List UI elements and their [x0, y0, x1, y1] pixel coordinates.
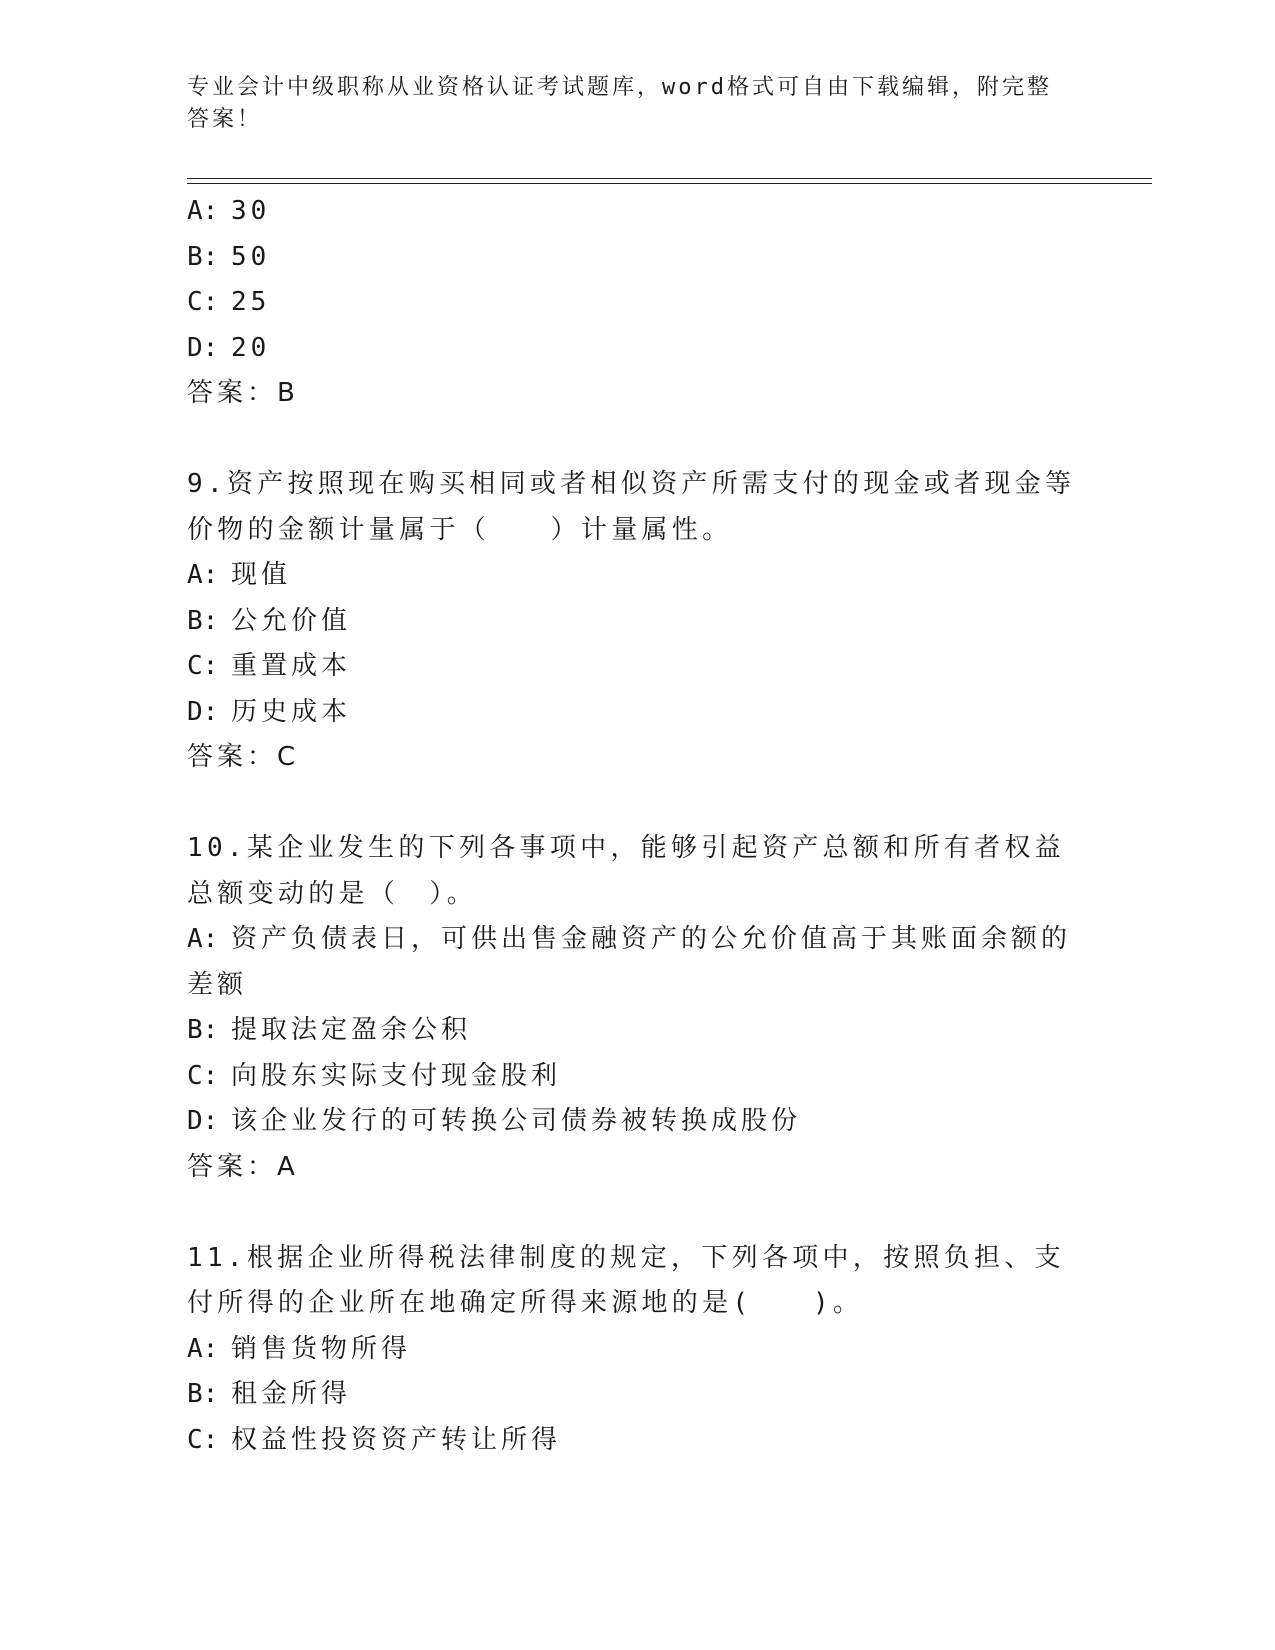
- question-9: [187, 462, 1087, 781]
- answer-value: B: [277, 378, 297, 408]
- option-text: 资产负债表日，可供出售金融资产的公允价值高于其账面余额的差额: [187, 924, 1072, 1000]
- question-list: [187, 189, 1087, 1463]
- answer-label: 答案：: [187, 742, 278, 772]
- option-d: [187, 690, 1087, 736]
- option-letter: A:: [187, 1333, 219, 1364]
- option-text: 权益性投资资产转让所得: [231, 1424, 562, 1455]
- option-text: 25: [231, 287, 271, 317]
- option-text: 历史成本: [231, 696, 352, 727]
- option-a: [187, 917, 1087, 1008]
- option-text: 销售货物所得: [231, 1333, 412, 1364]
- question-text: 9.资产按照现在购买相同或者相似资产所需支付的现金或者现金等价物的金额计量属于（ ）计量属性。: [187, 469, 1076, 545]
- question-11: [187, 1236, 1087, 1464]
- header-rule-bottom: [187, 183, 1152, 184]
- option-b: [187, 599, 1087, 645]
- option-text: 公允价值: [231, 605, 352, 636]
- option-letter: D:: [187, 1106, 219, 1136]
- option-text: 该企业发行的可转换公司债券被转换成股份: [231, 1106, 802, 1136]
- option-text: 提取法定盈余公积: [231, 1015, 472, 1045]
- option-letter: D:: [187, 332, 219, 363]
- question-text: 11.根据企业所得税法律制度的规定，下列各项中，按照负担、支付所得的企业所在地确定所得来源地的是( )。: [187, 1242, 1065, 1318]
- spacer: [187, 781, 1087, 827]
- answer-line: [187, 371, 1087, 417]
- option-letter: A:: [187, 560, 219, 590]
- page-header: 专业会计中级职称从业资格认证考试题库，word格式可自由下载编辑，附完整答案！: [187, 75, 1052, 132]
- option-b: [187, 1008, 1087, 1054]
- option-d: [187, 326, 1087, 372]
- option-letter: C:: [187, 651, 219, 681]
- option-letter: B:: [187, 241, 219, 272]
- option-letter: A:: [187, 196, 219, 226]
- option-text: 20: [231, 332, 271, 363]
- option-letter: C:: [187, 287, 219, 317]
- option-text: 租金所得: [231, 1379, 352, 1409]
- option-letter: B:: [187, 1015, 219, 1045]
- option-letter: C:: [187, 1060, 219, 1091]
- option-text: 30: [231, 196, 271, 226]
- option-text: 现值: [231, 560, 292, 590]
- option-letter: A:: [187, 924, 219, 954]
- answer-label: 答案：: [187, 378, 278, 408]
- option-c: [187, 644, 1087, 690]
- spacer: [187, 417, 1087, 463]
- option-letter: C:: [187, 1424, 219, 1455]
- answer-label: 答案：: [187, 1151, 278, 1182]
- option-a: [187, 189, 1087, 235]
- answer-line: [187, 735, 1087, 781]
- header-rule-top: [187, 178, 1152, 179]
- question-text: 10.某企业发生的下列各事项中，能够引起资产总额和所有者权益总额变动的是（ ）。: [187, 833, 1065, 909]
- question-8: [187, 189, 1087, 417]
- option-text: 重置成本: [231, 651, 352, 681]
- option-c: [187, 1054, 1087, 1100]
- option-b: [187, 1372, 1087, 1418]
- option-letter: B:: [187, 605, 219, 636]
- option-c: [187, 280, 1087, 326]
- option-c: [187, 1418, 1087, 1464]
- question-10: [187, 826, 1087, 1190]
- answer-line: [187, 1145, 1087, 1191]
- answer-value: C: [277, 742, 298, 772]
- spacer: [187, 1190, 1087, 1236]
- option-d: [187, 1099, 1087, 1145]
- option-a: [187, 1327, 1087, 1373]
- option-a: [187, 553, 1087, 599]
- option-letter: D:: [187, 696, 219, 727]
- option-text: 向股东实际支付现金股利: [231, 1060, 562, 1091]
- answer-value: A: [277, 1151, 297, 1182]
- option-letter: B:: [187, 1379, 219, 1409]
- option-b: [187, 235, 1087, 281]
- option-text: 50: [231, 241, 271, 272]
